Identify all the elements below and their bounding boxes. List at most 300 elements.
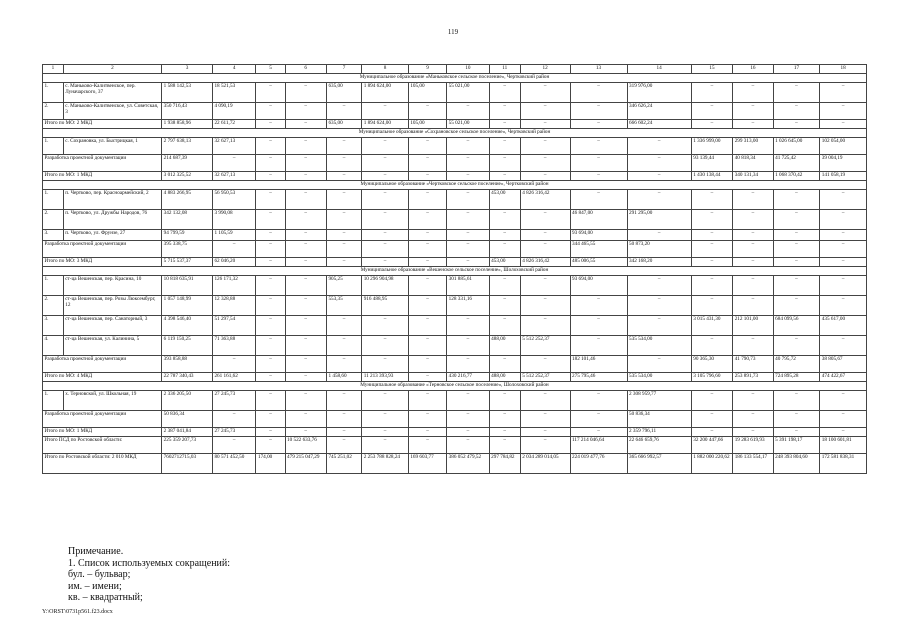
value-cell: – bbox=[489, 230, 520, 241]
value-cell: – bbox=[285, 155, 326, 172]
value-cell: – bbox=[489, 437, 520, 454]
value-cell: 169 603,77 bbox=[408, 454, 446, 474]
value-cell: – bbox=[489, 120, 520, 129]
value-cell: 19 283 619,93 bbox=[733, 437, 773, 454]
value-cell: 2 308 959,77 bbox=[627, 391, 691, 411]
value-cell: – bbox=[256, 190, 285, 210]
value-cell: 916 488,95 bbox=[362, 296, 409, 316]
value-cell: 5 512 252,37 bbox=[520, 336, 570, 356]
value-cell: – bbox=[627, 316, 691, 336]
value-cell: 553,35 bbox=[326, 296, 361, 316]
value-cell: – bbox=[447, 138, 489, 155]
row-label-cell: Итого по МО: 1 МКД bbox=[43, 172, 162, 181]
value-cell: 344 465,55 bbox=[570, 241, 627, 258]
value-cell: – bbox=[489, 172, 520, 181]
value-cell: 485 006,55 bbox=[570, 258, 627, 267]
value-cell: 3 105 796,60 bbox=[691, 373, 732, 382]
value-cell: 12 328,88 bbox=[212, 296, 256, 316]
column-number-cell: 3 bbox=[162, 65, 213, 74]
table-row bbox=[43, 103, 867, 120]
value-cell: – bbox=[447, 172, 489, 181]
value-cell: 1 026 645,00 bbox=[773, 138, 820, 155]
row-label-cell: Итого по МО: 2 МКД bbox=[43, 120, 162, 129]
value-cell: – bbox=[362, 230, 409, 241]
value-cell: – bbox=[627, 172, 691, 181]
value-cell: 93 694,00 bbox=[570, 230, 627, 241]
value-cell: – bbox=[362, 103, 409, 120]
value-cell: 214 687,39 bbox=[162, 155, 213, 172]
address-cell: х. Терновской, ул. Школьная, 19 bbox=[63, 391, 161, 411]
value-cell: 80 571 452,50 bbox=[212, 454, 256, 474]
value-cell: – bbox=[256, 428, 285, 437]
value-cell: – bbox=[691, 120, 732, 129]
note-line: 1. Список используемых сокращений: bbox=[68, 557, 231, 569]
value-cell: 386 052 479,52 bbox=[447, 454, 489, 474]
value-cell: 2 253 788 828,24 bbox=[362, 454, 409, 474]
address-cell: с. Маньково-Калитвенское, ул. Советская, 3 bbox=[63, 103, 161, 120]
value-cell: 117 214 046,64 bbox=[570, 437, 627, 454]
column-number-cell: 14 bbox=[627, 65, 691, 74]
note-line: бул. – бульвар; bbox=[68, 569, 131, 581]
value-cell: 212 101,00 bbox=[733, 316, 773, 336]
value-cell: 340 131,34 bbox=[733, 172, 773, 181]
column-number-cell: 6 bbox=[285, 65, 326, 74]
value-cell: – bbox=[256, 138, 285, 155]
value-cell: – bbox=[733, 258, 773, 267]
value-cell: 724 895,28 bbox=[773, 373, 820, 382]
value-cell: – bbox=[285, 120, 326, 129]
design-docs-row bbox=[43, 241, 867, 258]
municipality-heading: Муниципальное образование «Маньковское сельское поселение», Чертковский район bbox=[43, 74, 867, 83]
value-cell: 27 245,73 bbox=[212, 428, 256, 437]
value-cell: 27 245,73 bbox=[212, 391, 256, 411]
value-cell: 2 797 638,13 bbox=[162, 138, 213, 155]
value-cell: 39 004,19 bbox=[820, 155, 867, 172]
value-cell: – bbox=[570, 336, 627, 356]
value-cell: – bbox=[691, 230, 732, 241]
value-cell: 18 521,53 bbox=[212, 83, 256, 103]
value-cell: – bbox=[285, 230, 326, 241]
value-cell: – bbox=[326, 241, 361, 258]
value-cell: – bbox=[285, 241, 326, 258]
value-cell: 40 795,72 bbox=[773, 356, 820, 373]
municipality-heading: Муниципальное образование «Чертковское сельское поселение», Чертковский район bbox=[43, 181, 867, 190]
value-cell: – bbox=[820, 296, 867, 316]
notes-block bbox=[68, 546, 230, 604]
value-cell: 635,00 bbox=[326, 83, 361, 103]
value-cell: – bbox=[520, 411, 570, 428]
value-cell: – bbox=[362, 210, 409, 230]
value-cell: – bbox=[520, 210, 570, 230]
value-cell: 71 363,88 bbox=[212, 336, 256, 356]
value-cell: – bbox=[820, 190, 867, 210]
address-cell: п. Чертково, ул. Фрунзе, 27 bbox=[63, 230, 161, 241]
value-cell: 4 090,19 bbox=[212, 103, 256, 120]
value-cell: – bbox=[362, 336, 409, 356]
value-cell: 4 826 316,42 bbox=[520, 258, 570, 267]
value-cell: 684 099,56 bbox=[773, 316, 820, 336]
value-cell: 94 799,59 bbox=[162, 230, 213, 241]
value-cell: 3 990,08 bbox=[212, 210, 256, 230]
value-cell: – bbox=[691, 210, 732, 230]
value-cell: – bbox=[489, 296, 520, 316]
value-cell: – bbox=[447, 356, 489, 373]
row-number-cell: 2. bbox=[43, 210, 64, 230]
value-cell: – bbox=[733, 83, 773, 103]
value-cell: – bbox=[820, 336, 867, 356]
address-cell: п. Чертково, пер. Красноармейский, 2 bbox=[63, 190, 161, 210]
value-cell: 666 602,24 bbox=[627, 120, 691, 129]
column-number-cell: 4 bbox=[212, 65, 256, 74]
column-number-row bbox=[43, 65, 867, 74]
row-label-cell: Итого ПСД по Ростовской области: bbox=[43, 437, 162, 454]
value-cell: 126 171,32 bbox=[212, 276, 256, 296]
value-cell: – bbox=[212, 356, 256, 373]
value-cell: – bbox=[408, 336, 446, 356]
value-cell: – bbox=[733, 336, 773, 356]
value-cell: 1 938 858,96 bbox=[162, 120, 213, 129]
value-cell: – bbox=[733, 230, 773, 241]
value-cell: – bbox=[408, 356, 446, 373]
value-cell: 535 534,00 bbox=[627, 336, 691, 356]
value-cell: – bbox=[447, 241, 489, 258]
value-cell: – bbox=[326, 103, 361, 120]
address-cell: с. Маньково-Калитвенское, пер. Луначарского, 37 bbox=[63, 83, 161, 103]
value-cell: – bbox=[570, 83, 627, 103]
value-cell: 41 790,73 bbox=[733, 356, 773, 373]
design-docs-row bbox=[43, 155, 867, 172]
value-cell: – bbox=[520, 120, 570, 129]
value-cell: – bbox=[362, 316, 409, 336]
column-number-cell: 10 bbox=[447, 65, 489, 74]
value-cell: 141 058,19 bbox=[820, 172, 867, 181]
value-cell: – bbox=[570, 138, 627, 155]
value-cell: – bbox=[627, 155, 691, 172]
value-cell: 1 336 999,00 bbox=[691, 138, 732, 155]
value-cell: 1 057 148,99 bbox=[162, 296, 213, 316]
value-cell: – bbox=[733, 391, 773, 411]
value-cell: – bbox=[256, 241, 285, 258]
value-cell: 55 021,00 bbox=[447, 120, 489, 129]
value-cell: – bbox=[733, 411, 773, 428]
value-cell: 319 976,00 bbox=[627, 83, 691, 103]
value-cell: 1 882 000 220,62 bbox=[691, 454, 732, 474]
value-cell: – bbox=[362, 172, 409, 181]
column-number-cell: 16 bbox=[733, 65, 773, 74]
value-cell: 4 826 316,42 bbox=[520, 190, 570, 210]
value-cell: 41 725,42 bbox=[773, 155, 820, 172]
value-cell: – bbox=[256, 155, 285, 172]
value-cell: 4 883 266,95 bbox=[162, 190, 213, 210]
value-cell: – bbox=[820, 210, 867, 230]
address-cell: п. Чертково, ул. Дружбы Народов, 76 bbox=[63, 210, 161, 230]
value-cell: – bbox=[447, 316, 489, 336]
value-cell: – bbox=[285, 138, 326, 155]
value-cell: 40 818,34 bbox=[733, 155, 773, 172]
value-cell: – bbox=[256, 103, 285, 120]
value-cell: – bbox=[326, 437, 361, 454]
table-row bbox=[43, 190, 867, 210]
value-cell: – bbox=[326, 230, 361, 241]
value-cell: 2 359 796,11 bbox=[627, 428, 691, 437]
value-cell: 5 391 198,17 bbox=[773, 437, 820, 454]
value-cell: – bbox=[570, 103, 627, 120]
value-cell: – bbox=[408, 437, 446, 454]
value-cell: 905,25 bbox=[326, 276, 361, 296]
value-cell: 301 885,61 bbox=[447, 276, 489, 296]
value-cell: – bbox=[212, 155, 256, 172]
value-cell: – bbox=[773, 190, 820, 210]
value-cell: 128 331,16 bbox=[447, 296, 489, 316]
value-cell: – bbox=[489, 210, 520, 230]
value-cell: 1 068 370,42 bbox=[773, 172, 820, 181]
value-cell: – bbox=[691, 241, 732, 258]
row-label-cell: Разработка проектной документации bbox=[43, 411, 162, 428]
column-number-cell: 9 bbox=[408, 65, 446, 74]
value-cell: – bbox=[520, 316, 570, 336]
value-cell: 2 034 289 014,05 bbox=[520, 454, 570, 474]
value-cell: – bbox=[362, 437, 409, 454]
value-cell: – bbox=[447, 428, 489, 437]
value-cell: – bbox=[773, 336, 820, 356]
value-cell: 102 054,00 bbox=[820, 138, 867, 155]
value-cell: – bbox=[520, 230, 570, 241]
subtotal-row bbox=[43, 437, 867, 454]
value-cell: 297 784,82 bbox=[489, 454, 520, 474]
value-cell: 275 795,46 bbox=[570, 373, 627, 382]
value-cell: – bbox=[408, 155, 446, 172]
value-cell: – bbox=[691, 258, 732, 267]
value-cell: 474 422,67 bbox=[820, 373, 867, 382]
value-cell: – bbox=[627, 190, 691, 210]
value-cell: – bbox=[820, 120, 867, 129]
value-cell: 342 168,20 bbox=[627, 258, 691, 267]
value-cell: 50 836,34 bbox=[627, 411, 691, 428]
value-cell: – bbox=[326, 336, 361, 356]
value-cell: – bbox=[820, 428, 867, 437]
value-cell: – bbox=[773, 428, 820, 437]
value-cell: – bbox=[285, 373, 326, 382]
note-line: им. – имени; bbox=[68, 580, 122, 592]
value-cell: – bbox=[285, 190, 326, 210]
value-cell: – bbox=[408, 103, 446, 120]
value-cell: 7602712715,03 bbox=[162, 454, 213, 474]
value-cell: 182 101,46 bbox=[570, 356, 627, 373]
value-cell: – bbox=[408, 373, 446, 382]
value-cell: – bbox=[691, 391, 732, 411]
value-cell: 1 105,59 bbox=[212, 230, 256, 241]
value-cell: 105,00 bbox=[408, 120, 446, 129]
value-cell: – bbox=[326, 172, 361, 181]
value-cell: – bbox=[408, 428, 446, 437]
value-cell: 93 694,00 bbox=[570, 276, 627, 296]
value-cell: 430 216,77 bbox=[447, 373, 489, 382]
value-cell: 435 617,00 bbox=[820, 316, 867, 336]
value-cell: – bbox=[326, 356, 361, 373]
value-cell: – bbox=[285, 391, 326, 411]
value-cell: – bbox=[362, 411, 409, 428]
value-cell: – bbox=[570, 296, 627, 316]
municipality-section-row bbox=[43, 181, 867, 190]
value-cell: – bbox=[691, 411, 732, 428]
value-cell: – bbox=[256, 210, 285, 230]
value-cell: – bbox=[520, 172, 570, 181]
value-cell: 453,00 bbox=[489, 258, 520, 267]
row-number-cell: 1. bbox=[43, 276, 64, 296]
address-cell: ст-ца Вешенская, пер. Красина, 10 bbox=[63, 276, 161, 296]
value-cell: – bbox=[362, 391, 409, 411]
value-cell: – bbox=[733, 296, 773, 316]
value-cell: 393 858,88 bbox=[162, 356, 213, 373]
value-cell: 299 313,00 bbox=[733, 138, 773, 155]
value-cell: – bbox=[691, 190, 732, 210]
value-cell: – bbox=[820, 276, 867, 296]
value-cell: – bbox=[627, 230, 691, 241]
value-cell: – bbox=[408, 190, 446, 210]
value-cell: 253 891,73 bbox=[733, 373, 773, 382]
value-cell: – bbox=[520, 391, 570, 411]
column-number-cell: 18 bbox=[820, 65, 867, 74]
value-cell: – bbox=[520, 437, 570, 454]
value-cell: – bbox=[256, 391, 285, 411]
value-cell: – bbox=[447, 258, 489, 267]
value-cell: – bbox=[408, 138, 446, 155]
design-docs-row bbox=[43, 356, 867, 373]
value-cell: 22 787 340,43 bbox=[162, 373, 213, 382]
subtotal-row bbox=[43, 120, 867, 129]
value-cell: 1 894 624,00 bbox=[362, 83, 409, 103]
value-cell: 365 666 992,57 bbox=[627, 454, 691, 474]
value-cell: 55 021,00 bbox=[447, 83, 489, 103]
value-cell: – bbox=[285, 276, 326, 296]
value-cell: – bbox=[570, 391, 627, 411]
value-cell: – bbox=[773, 83, 820, 103]
value-cell: – bbox=[285, 296, 326, 316]
address-cell: ст-ца Вешенская, пер. Розы Люксембург, 12 bbox=[63, 296, 161, 316]
column-number-cell: 11 bbox=[489, 65, 520, 74]
value-cell: – bbox=[256, 411, 285, 428]
value-cell: – bbox=[326, 210, 361, 230]
value-cell: – bbox=[362, 428, 409, 437]
value-cell: 38 805,67 bbox=[820, 356, 867, 373]
note-line: кв. – квадратный; bbox=[68, 592, 143, 604]
table-row bbox=[43, 138, 867, 155]
value-cell: – bbox=[570, 172, 627, 181]
value-cell: – bbox=[489, 155, 520, 172]
value-cell: – bbox=[773, 120, 820, 129]
subtotal-row bbox=[43, 172, 867, 181]
address-cell: с. Сохрановка, ул. Быстрицкая, 1 bbox=[63, 138, 161, 155]
row-number-cell: 1. bbox=[43, 190, 64, 210]
value-cell: – bbox=[408, 241, 446, 258]
value-cell: 10 296 904,98 bbox=[362, 276, 409, 296]
value-cell: – bbox=[285, 103, 326, 120]
value-cell: – bbox=[285, 316, 326, 336]
value-cell: – bbox=[627, 276, 691, 296]
value-cell: 6 119 150,25 bbox=[162, 336, 213, 356]
value-cell: – bbox=[773, 241, 820, 258]
value-cell: – bbox=[326, 258, 361, 267]
value-cell: 105,00 bbox=[408, 83, 446, 103]
row-number-cell: 2. bbox=[43, 296, 64, 316]
municipality-heading: Муниципальное образование «Терновское сельское поселение», Шолоховский район bbox=[43, 382, 867, 391]
municipality-heading: Муниципальное образование «Сохрановское сельское поселение», Чертковский район bbox=[43, 129, 867, 138]
column-number-cell: 1 bbox=[43, 65, 64, 74]
value-cell: – bbox=[773, 296, 820, 316]
value-cell: – bbox=[447, 210, 489, 230]
value-cell: 3 015 431,30 bbox=[691, 316, 732, 336]
value-cell: 51 297,54 bbox=[212, 316, 256, 336]
municipality-section-row bbox=[43, 129, 867, 138]
value-cell: 1 894 624,00 bbox=[362, 120, 409, 129]
value-cell: – bbox=[520, 138, 570, 155]
value-cell: – bbox=[256, 437, 285, 454]
value-cell: – bbox=[820, 83, 867, 103]
value-cell: 453,00 bbox=[489, 190, 520, 210]
value-cell: 350 716,43 bbox=[162, 103, 213, 120]
value-cell: – bbox=[326, 138, 361, 155]
value-cell: – bbox=[408, 172, 446, 181]
value-cell: – bbox=[256, 373, 285, 382]
row-number-cell: 1. bbox=[43, 83, 64, 103]
value-cell: – bbox=[489, 356, 520, 373]
value-cell: – bbox=[570, 411, 627, 428]
address-cell: ст-ца Вешенская, пер. Санаторный, 3 bbox=[63, 316, 161, 336]
table-row bbox=[43, 296, 867, 316]
value-cell: – bbox=[820, 230, 867, 241]
value-cell: – bbox=[691, 296, 732, 316]
row-label-cell: Итого по МО: 1 МКД bbox=[43, 428, 162, 437]
value-cell: – bbox=[256, 83, 285, 103]
value-cell: – bbox=[285, 411, 326, 428]
value-cell: – bbox=[447, 336, 489, 356]
value-cell: – bbox=[733, 190, 773, 210]
value-cell: – bbox=[820, 391, 867, 411]
value-cell: – bbox=[733, 210, 773, 230]
value-cell: – bbox=[447, 190, 489, 210]
table-row bbox=[43, 210, 867, 230]
value-cell: 745 251,02 bbox=[326, 454, 361, 474]
address-cell: ст-ца Вешенская, ул. Калинина, 5 bbox=[63, 336, 161, 356]
value-cell: – bbox=[256, 258, 285, 267]
value-cell: 93 139,44 bbox=[691, 155, 732, 172]
value-cell: – bbox=[520, 83, 570, 103]
value-cell: – bbox=[362, 356, 409, 373]
value-cell: 186 133 554,17 bbox=[733, 454, 773, 474]
value-cell: – bbox=[362, 155, 409, 172]
value-cell: – bbox=[408, 276, 446, 296]
value-cell: – bbox=[520, 356, 570, 373]
value-cell: – bbox=[520, 155, 570, 172]
column-number-cell: 13 bbox=[570, 65, 627, 74]
value-cell: – bbox=[489, 391, 520, 411]
value-cell: 46 847,00 bbox=[570, 210, 627, 230]
row-number-cell: 3. bbox=[43, 230, 64, 241]
value-cell: – bbox=[285, 172, 326, 181]
value-cell: – bbox=[447, 437, 489, 454]
subtotal-row bbox=[43, 428, 867, 437]
value-cell: 90 365,30 bbox=[691, 356, 732, 373]
value-cell: – bbox=[489, 316, 520, 336]
value-cell: – bbox=[691, 276, 732, 296]
value-cell: – bbox=[326, 391, 361, 411]
value-cell: – bbox=[489, 411, 520, 428]
value-cell: – bbox=[691, 103, 732, 120]
value-cell: – bbox=[256, 230, 285, 241]
value-cell: 488,00 bbox=[489, 373, 520, 382]
value-cell: – bbox=[362, 138, 409, 155]
value-cell: – bbox=[627, 296, 691, 316]
